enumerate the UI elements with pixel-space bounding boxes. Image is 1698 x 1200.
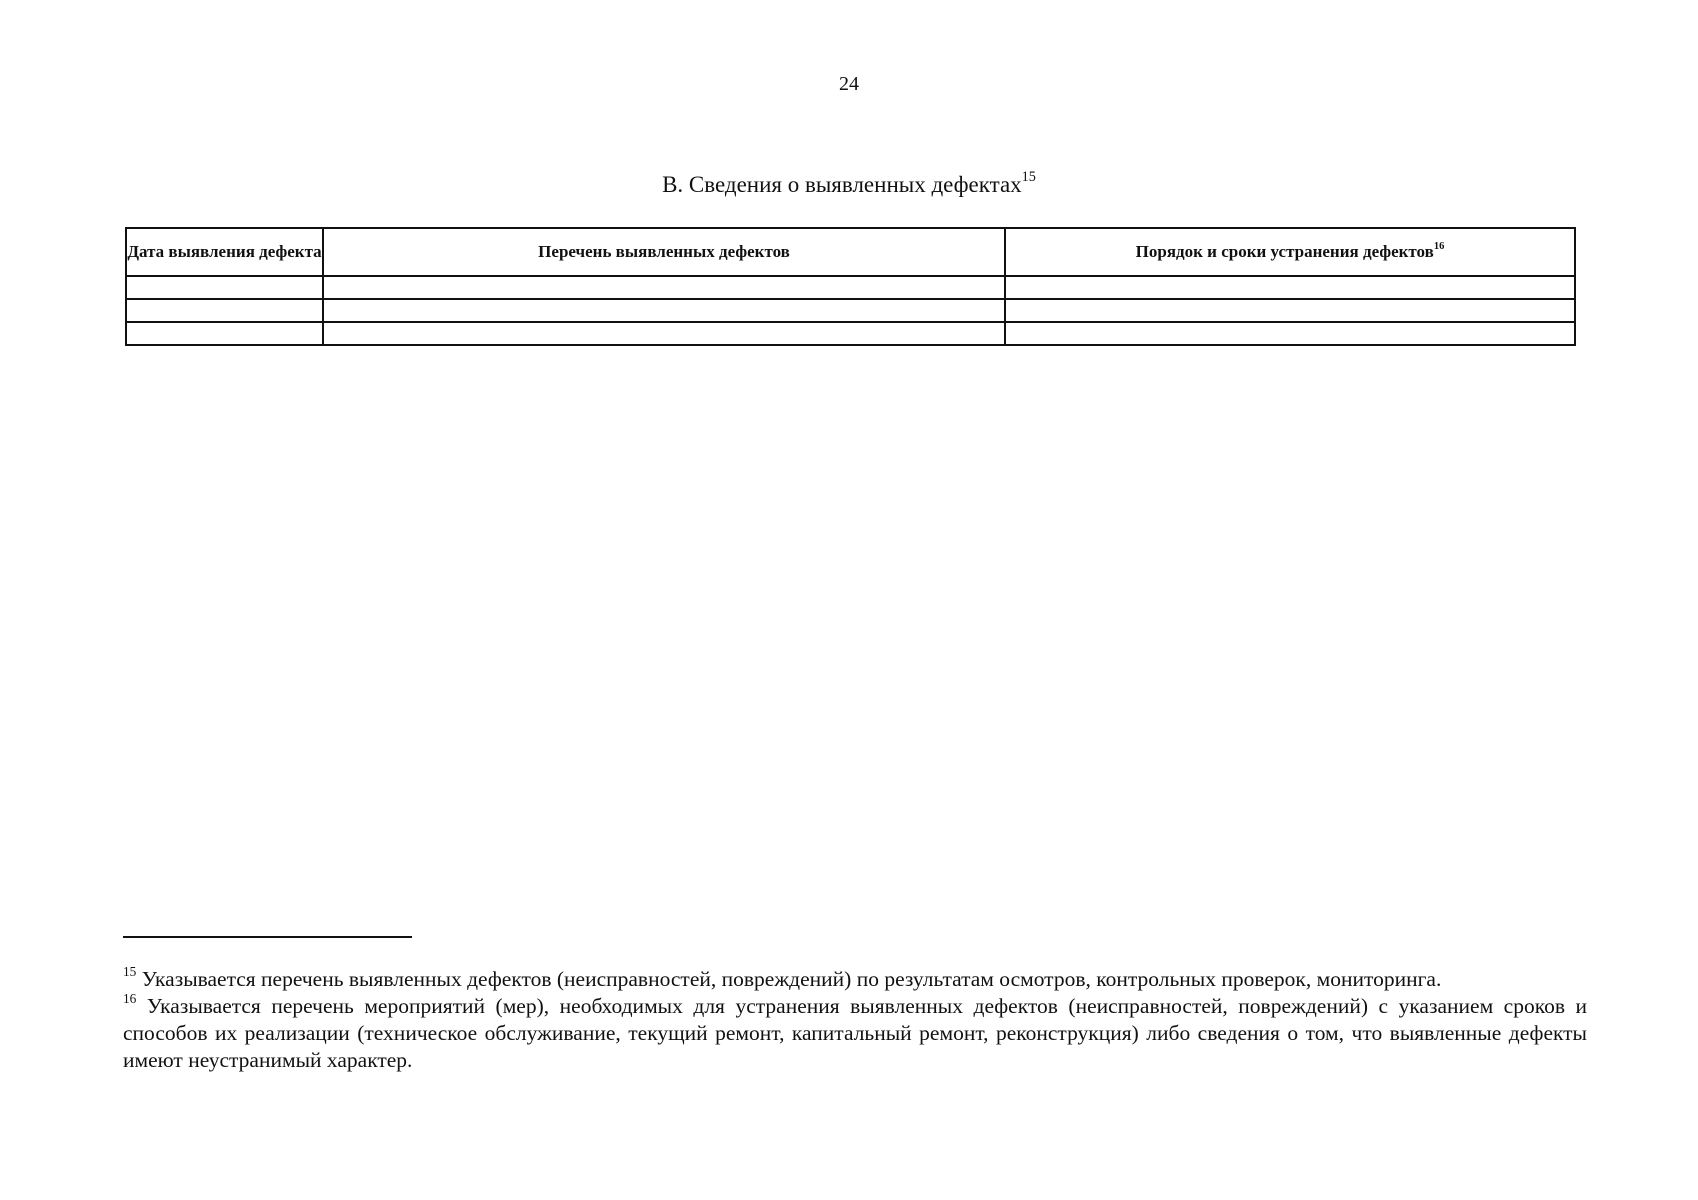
footnote-separator bbox=[123, 936, 412, 938]
table-cell bbox=[1005, 276, 1575, 299]
footnote-15 bbox=[123, 963, 1587, 993]
header-defect-date-label: Дата выявления дефекта bbox=[127, 242, 322, 261]
table-cell bbox=[323, 299, 1005, 322]
header-remedy-order bbox=[1005, 228, 1575, 276]
table-row bbox=[126, 299, 1575, 322]
footnote-15-text: Указывается перечень выявленных дефектов (неисправностей, повреждений) по результатам осмотров, контрольных проверок, мониторинга. bbox=[141, 967, 1442, 991]
table-cell bbox=[1005, 322, 1575, 345]
header-defect-list-label: Перечень выявленных дефектов bbox=[538, 242, 790, 261]
section-title-text: В. Сведения о выявленных дефектах bbox=[662, 172, 1022, 197]
section-title-footnote-ref: 15 bbox=[1021, 169, 1036, 186]
header-remedy-order-label: Порядок и сроки устранения дефектов bbox=[1135, 242, 1434, 261]
table-cell bbox=[323, 322, 1005, 345]
footnote-16-text: Указывается перечень мероприятий (мер), необходимых для устранения выявленных дефектов (неисправностей, повреждений) с указанием сроков и способов их реализации (техническое обслуживание, текущий ремонт, капитальный ремонт, реконструкция) либо сведения о том, что выявленные дефекты имеют неустранимый характер. bbox=[123, 994, 1588, 1072]
header-defect-date bbox=[126, 228, 323, 276]
table-cell bbox=[323, 276, 1005, 299]
footnotes bbox=[123, 963, 1588, 1074]
footnote-16-ref: 16 bbox=[123, 990, 137, 1006]
footnote-16 bbox=[123, 990, 1588, 1074]
table-cell bbox=[1005, 299, 1575, 322]
footnote-15-ref: 15 bbox=[123, 963, 137, 979]
table-row bbox=[126, 322, 1575, 345]
table-cell bbox=[126, 299, 323, 322]
page-number: 24 bbox=[839, 73, 859, 95]
table-cell bbox=[126, 276, 323, 299]
table-cell bbox=[126, 322, 323, 345]
defects-table bbox=[125, 227, 1576, 346]
header-defect-list bbox=[323, 228, 1005, 276]
table-header-row bbox=[126, 228, 1575, 276]
section-title bbox=[0, 169, 1698, 198]
header-remedy-order-footnote-ref: 16 bbox=[1433, 240, 1445, 252]
table-row bbox=[126, 276, 1575, 299]
